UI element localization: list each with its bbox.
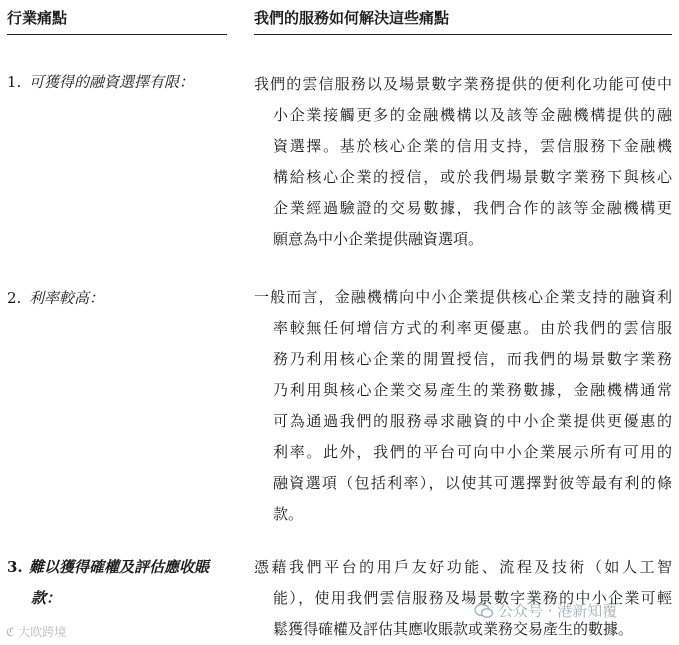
solution-2-line: 融資選項（包括利率），以使其可選擇對彼等最有利的條 bbox=[273, 474, 672, 492]
pain-point-3 bbox=[7, 556, 209, 577]
solution-1-line: 我們的雲信服務以及場景數字業務提供的便利化功能可使中 bbox=[254, 75, 672, 93]
solution-2-line: 款。 bbox=[273, 505, 304, 523]
column-header-pain-points: 行業痛點 bbox=[7, 9, 68, 27]
watermark-right-text: 公众号 · 港新知覆 bbox=[498, 602, 618, 620]
solution-2-line: 利率。此外，我們的平台可向中小企業展示所有可用的 bbox=[273, 443, 672, 461]
solution-2-line: 率較無任何增信方式的利率更優惠。由於我們的雲信服 bbox=[273, 319, 672, 337]
solution-2-line: 務乃利用核心企業的閒置授信，而我們的場景數字業務 bbox=[273, 350, 672, 368]
pain-point-3-title-continued: 款： bbox=[31, 589, 62, 607]
solution-3-line: 鬆獲得確權及評估其應收賬款或業務交易產生的數據。 bbox=[273, 620, 634, 638]
solution-1-line: 願意為中小企業提供融資選項。 bbox=[273, 230, 484, 248]
solution-1-line: 構給核心企業的授信，或於我們場景數字業務下與核心 bbox=[273, 168, 672, 186]
solution-2-line: 可為通過我們的服務尋求融資的中小企業提供更優惠的 bbox=[273, 412, 672, 430]
pain-point-2 bbox=[7, 287, 104, 308]
pain-point-3-number: 3. bbox=[7, 558, 23, 576]
solution-2-line: 一般而言，金融機構向中小企業提供核心企業支持的融資利 bbox=[254, 288, 672, 306]
solution-1 bbox=[254, 69, 672, 255]
watermark-left-text: 大欧跨境 bbox=[18, 625, 67, 639]
wechat-icon bbox=[474, 603, 494, 619]
solution-2 bbox=[254, 282, 672, 530]
column-header-solutions: 我們的服務如何解決這些痛點 bbox=[254, 9, 450, 27]
pain-point-2-title: 利率較高： bbox=[29, 289, 105, 307]
solution-2-line: 乃利用與核心企業交易產生的業務數據，金融機構通常 bbox=[273, 381, 672, 399]
solution-1-line: 企業經過驗證的交易數據，我們合作的該等金融機構更 bbox=[273, 199, 672, 217]
pain-point-1 bbox=[7, 71, 194, 92]
solution-3-line: 能），使用我們雲信服務及場景數字業務的中小企業可輕 bbox=[273, 589, 672, 607]
pain-point-1-title: 可獲得的融資選擇有限： bbox=[29, 73, 195, 91]
watermark-right bbox=[474, 600, 617, 621]
watermark-logo-icon: ℭ bbox=[6, 625, 19, 639]
header-underline-right bbox=[254, 34, 672, 35]
pain-point-2-number: 2. bbox=[7, 289, 22, 307]
pain-point-3-title: 難以獲得確權及評估應收賬 bbox=[29, 558, 210, 576]
solution-1-line: 小企業接觸更多的金融機構以及該等金融機構提供的融 bbox=[273, 106, 672, 124]
solution-1-line: 資選擇。基於核心企業的信用支持，雲信服務下金融機 bbox=[273, 137, 672, 155]
solution-3 bbox=[254, 552, 672, 645]
header-underline-left bbox=[7, 34, 227, 35]
solution-3-line: 憑藉我們平台的用戶友好功能、流程及技術（如人工智 bbox=[254, 558, 672, 576]
pain-point-1-number: 1. bbox=[7, 73, 22, 91]
watermark-left bbox=[6, 623, 66, 640]
